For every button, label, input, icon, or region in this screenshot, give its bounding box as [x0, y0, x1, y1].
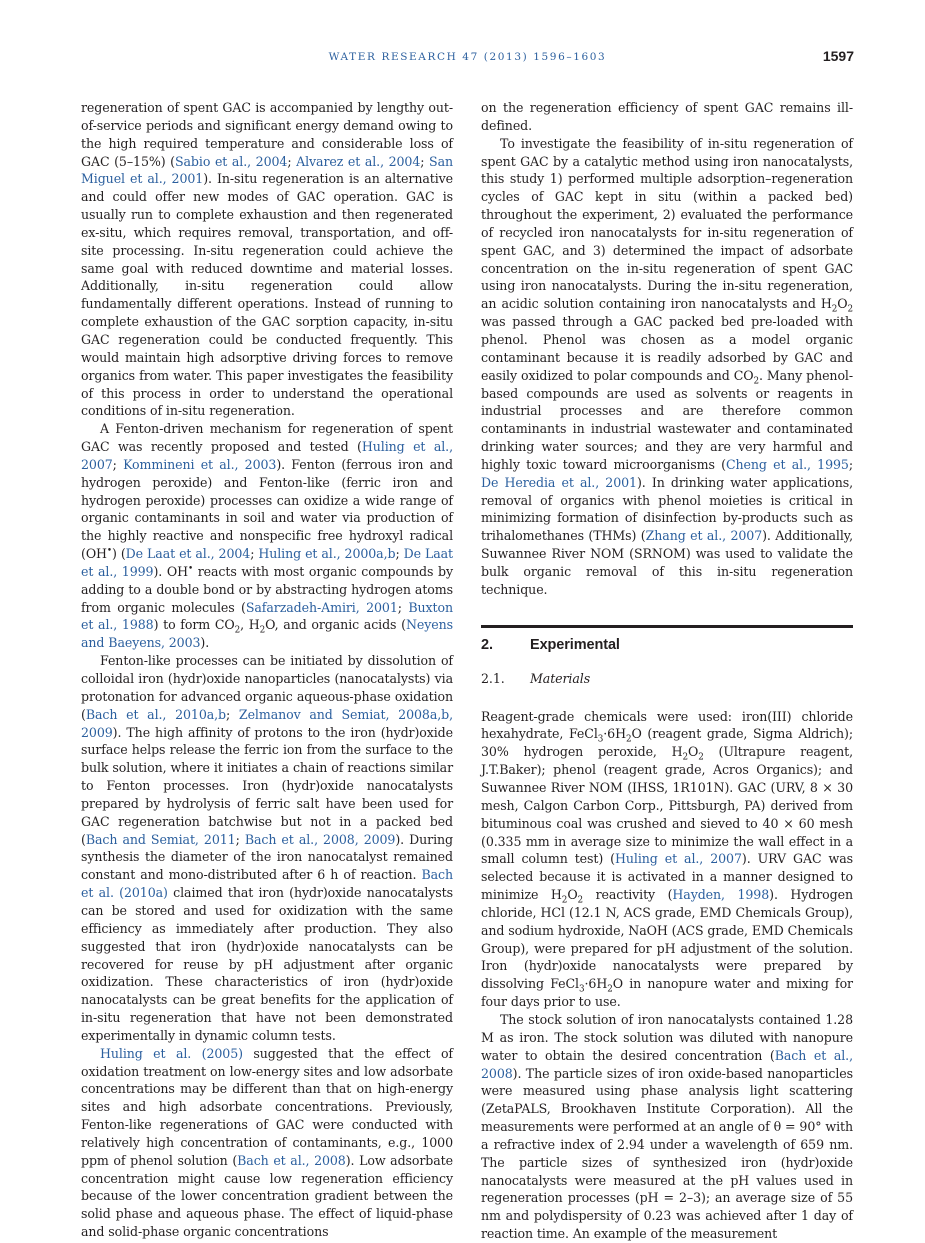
paragraph: regeneration of spent GAC is accompanied by lengthy out-of-service periods and significant energy demand owing to the high required temperature and considerable loss of GAC (5–15%) (Sabio et al., 2004; Alvarez et al., 2004; San Miguel et al., 2001). In-situ regeneration is an alternative and could offer new modes of GAC operation. GAC is usually run to complete exhaustion and then regenerated ex-situ, which requires removal, transportation, and off-site processing. In-situ regeneration could achieve the same goal with reduced downtime and material losses. Additionally, in-situ regeneration could allow fundamentally different operations. Instead of running to complete exhaustion of the GAC sorption capacity, in-situ GAC regeneration could be conducted frequently. This would maintain high adsorptive driving forces to remove organics from water. This paper investigates the feasibility of this process in order to understand the operational conditions of in-situ regeneration.	[81, 100, 453, 419]
citation-link[interactable]: Bach et al., 2008	[481, 1047, 853, 1081]
citation-link[interactable]: Huling et al., 2000a,b	[258, 546, 396, 562]
section-heading: 2. Experimental	[481, 636, 620, 653]
paragraph: To investigate the feasibility of in-situ regeneration of spent GAC by a catalytic method using iron nanocatalysts, this study 1) performed multiple adsorption–regeneration cycles of GAC kept in situ (within a packed bed) throughout the experiment, 2) evaluated the performance of recycled iron nanocatalysts for in-situ regeneration of spent GAC, and 3) determined the impact of adsorbate concentration on the in-situ regeneration of spent GAC using iron nanocatalysts. During the in-situ regeneration, an acidic solution containing iron nanocatalysts and $H_2O_2$ was passed through a GAC packed bed pre-loaded with phenol. Phenol was chosen as a model organic contaminant because it is readily adsorbed by GAC and easily oxidized to polar compounds and $CO_2$. Many phenol-based compounds are used as solvents or reagents in industrial processes and are therefore common contaminants in industrial wastewater and contaminated drinking water sources; and they are very harmful and highly toxic toward microorganisms (Cheng et al., 1995; De Heredia et al., 2001). In drinking water applications, removal of organics with phenol moieties is critical in minimizing formation of disinfection by-products such as trihalomethanes (THMs) (Zhang et al., 2007). Additionally, Suwannee River NOM (SRNOM) was used to validate the bulk organic removal of this in-situ regeneration technique.	[481, 135, 854, 597]
paragraph: A Fenton-driven mechanism for regeneration of spent GAC was recently proposed and tested (Huling et al., 2007; Kommineni et al., 2003). Fenton (ferrous iron and hydrogen peroxide) and Fenton-like (ferric iron and hydrogen peroxide) processes can oxidize a wide range of organic contaminants in soil and water via production of the highly reactive and nonspecific free hydroxyl radical (OH•) (De Laat et al., 2004; Huling et al., 2000a,b; De Laat et al., 1999). OH• reacts with most organic compounds by adding to a double bond or by abstracting hydrogen atoms from organic molecules (Safarzadeh-Amiri, 2001; Buxton et al., 1988) to form $CO_2$, $H_2O$, and organic acids (Neyens and Baeyens, 2003).	[81, 421, 454, 651]
citation-link[interactable]: Hayden, 1998	[672, 887, 770, 903]
citation-link[interactable]: Sabio et al., 2004	[175, 153, 288, 169]
citation-link[interactable]: De Laat et al., 2004	[125, 546, 251, 562]
citation-link[interactable]: San Miguel et al., 2001	[81, 153, 453, 187]
citation-link[interactable]: Kommineni et al., 2003	[123, 456, 277, 472]
section-rule	[481, 625, 853, 628]
citation-link[interactable]: Bach et al., 2010a,b	[85, 706, 227, 722]
citation-link[interactable]: Alvarez et al., 2004	[296, 153, 421, 169]
page-header	[81, 48, 854, 68]
paragraph: Reagent-grade chemicals were used: iron(III) chloride hexahydrate, $FeCl_3\cdot 6H_2O$ (reagent grade, Sigma Aldrich); 30% hydrogen peroxide, $H_2O_2$ (Ultrapure reagent, J.T.Baker); phenol (reagent grade, Acros Organics); and Suwannee River NOM (IHSS, 1R101N). GAC (URV, 8 × 30 mesh, Calgon Carbon Corp., Pittsburgh, PA) derived from bituminous coal was crushed and sieved to 40 × 60 mesh (0.335 mm in average size to minimize the wall effect in a small column test) (Huling et al., 2007). URV GAC was selected because it is activated in a manner designed to minimize $H_2O_2$ reactivity (Hayden, 1998). Hydrogen chloride, HCl (12.1 N, ACS grade, EMD Chemicals Group), and sodium hydroxide, NaOH (ACS grade, EMD Chemicals Group), were prepared for pH adjustment of the solution. Iron (hydr)oxide nanocatalysts were prepared by dissolving $FeCl_3\cdot 6H_2O$ in nanopure water and mixing for four days prior to use.	[481, 708, 854, 1010]
paragraph: Fenton-like processes can be initiated by dissolution of colloidal iron (hydr)oxide nanoparticles (nanocatalysts) via protonation for advanced organic aqueous-phase oxidation (Bach et al., 2010a,b; Zelmanov and Semiat, 2008a,b, 2009). The high affinity of protons to the iron (hydr)oxide surface helps release the ferric ion from the surface to the bulk solution, where it initiates a chain of reactions similar to Fenton processes. Iron (hydr)oxide nanocatalysts prepared by hydrolysis of ferric salt have been used for GAC regeneration batchwise but not in a packed bed (Bach and Semiat, 2011; Bach et al., 2008, 2009). During synthesis the diameter of the iron nanocatalyst remained constant and mono-distributed after 6 h of reaction. Bach et al. (2010a) claimed that iron (hydr)oxide nanocatalysts can be stored and used for oxidization with the same efficiency as immediately after production. They also suggested that iron (hydr)oxide nanocatalysts can be recovered for reuse by pH adjustment after organic oxidization. These characteristics of iron (hydr)oxide nanocatalysts can be great benefits for the application of in-situ regeneration that have not been demonstrated experimentally in dynamic column tests.	[81, 653, 454, 1043]
citation-link[interactable]: Huling et al., 2007	[81, 439, 453, 472]
subsection-heading: 2.1. Materials	[481, 670, 591, 686]
citation-link[interactable]: Cheng et al., 1995	[725, 456, 849, 472]
citation-link[interactable]: De Laat et al., 1999	[81, 546, 454, 579]
citation-link[interactable]: Bach et al., 2008	[237, 1152, 346, 1168]
citation-link[interactable]: Neyens and Baeyens, 2003	[81, 617, 453, 651]
paragraph: on the regeneration efficiency of spent GAC remains ill-defined.	[481, 100, 853, 133]
citation-link[interactable]: De Heredia et al., 2001	[481, 474, 637, 490]
citation-link[interactable]: Safarzadeh-Amiri, 2001	[245, 599, 398, 615]
right-column	[481, 99, 853, 1243]
citation-link[interactable]: Zelmanov and Semiat, 2008a,b, 2009	[81, 706, 454, 740]
running-head: WATER RESEARCH 47 (2013) 1596–1603	[328, 51, 607, 63]
citation-link[interactable]: Bach et al. (2010a)	[81, 867, 453, 901]
citation-link[interactable]: Huling et al., 2007	[615, 851, 742, 867]
citation-link[interactable]: Huling et al. (2005)	[100, 1045, 243, 1061]
left-column	[81, 99, 453, 1241]
citation-link[interactable]: Bach et al., 2008, 2009	[244, 831, 396, 847]
citation-link[interactable]: Buxton et al., 1988	[81, 599, 453, 633]
paragraph: Huling et al. (2005) suggested that the effect of oxidation treatment on low-energy sites and low adsorbate concentrations may be different than that on high-energy sites and high adsorbate concentrations. Previously, Fenton-like regenerations of GAC were conducted with relatively high concentration of contaminants, e.g., 1000 ppm of phenol solution (Bach et al., 2008). Low adsorbate concentration might cause low regeneration efficiency because of the lower concentration gradient between the solid phase and aqueous phase. The effect of liquid-phase and solid-phase organic concentrations	[81, 1045, 453, 1240]
paragraph: The stock solution of iron nanocatalysts contained 1.28 M as iron. The stock solution was diluted with nanopure water to obtain the desired concentration (Bach et al., 2008). The particle sizes of iron oxide-based nanoparticles were measured using phase analysis light scattering (ZetaPALS, Brookhaven Institute Corporation). All the measurements were performed at an angle of θ = 90° with a refractive index of 2.94 under a wavelength of 659 nm. The particle sizes of synthesized iron (hydr)oxide nanocatalysts were measured at the pH values used in regeneration processes (pH = 2–3); an average size of 55 nm and polydispersity of 0.23 was achieved after 1 day of reaction time. An example of the measurement	[481, 1011, 853, 1242]
citation-link[interactable]: Bach and Semiat, 2011	[85, 831, 236, 847]
citation-link[interactable]: Zhang et al., 2007	[645, 528, 763, 544]
page-number: 1597	[822, 48, 854, 64]
